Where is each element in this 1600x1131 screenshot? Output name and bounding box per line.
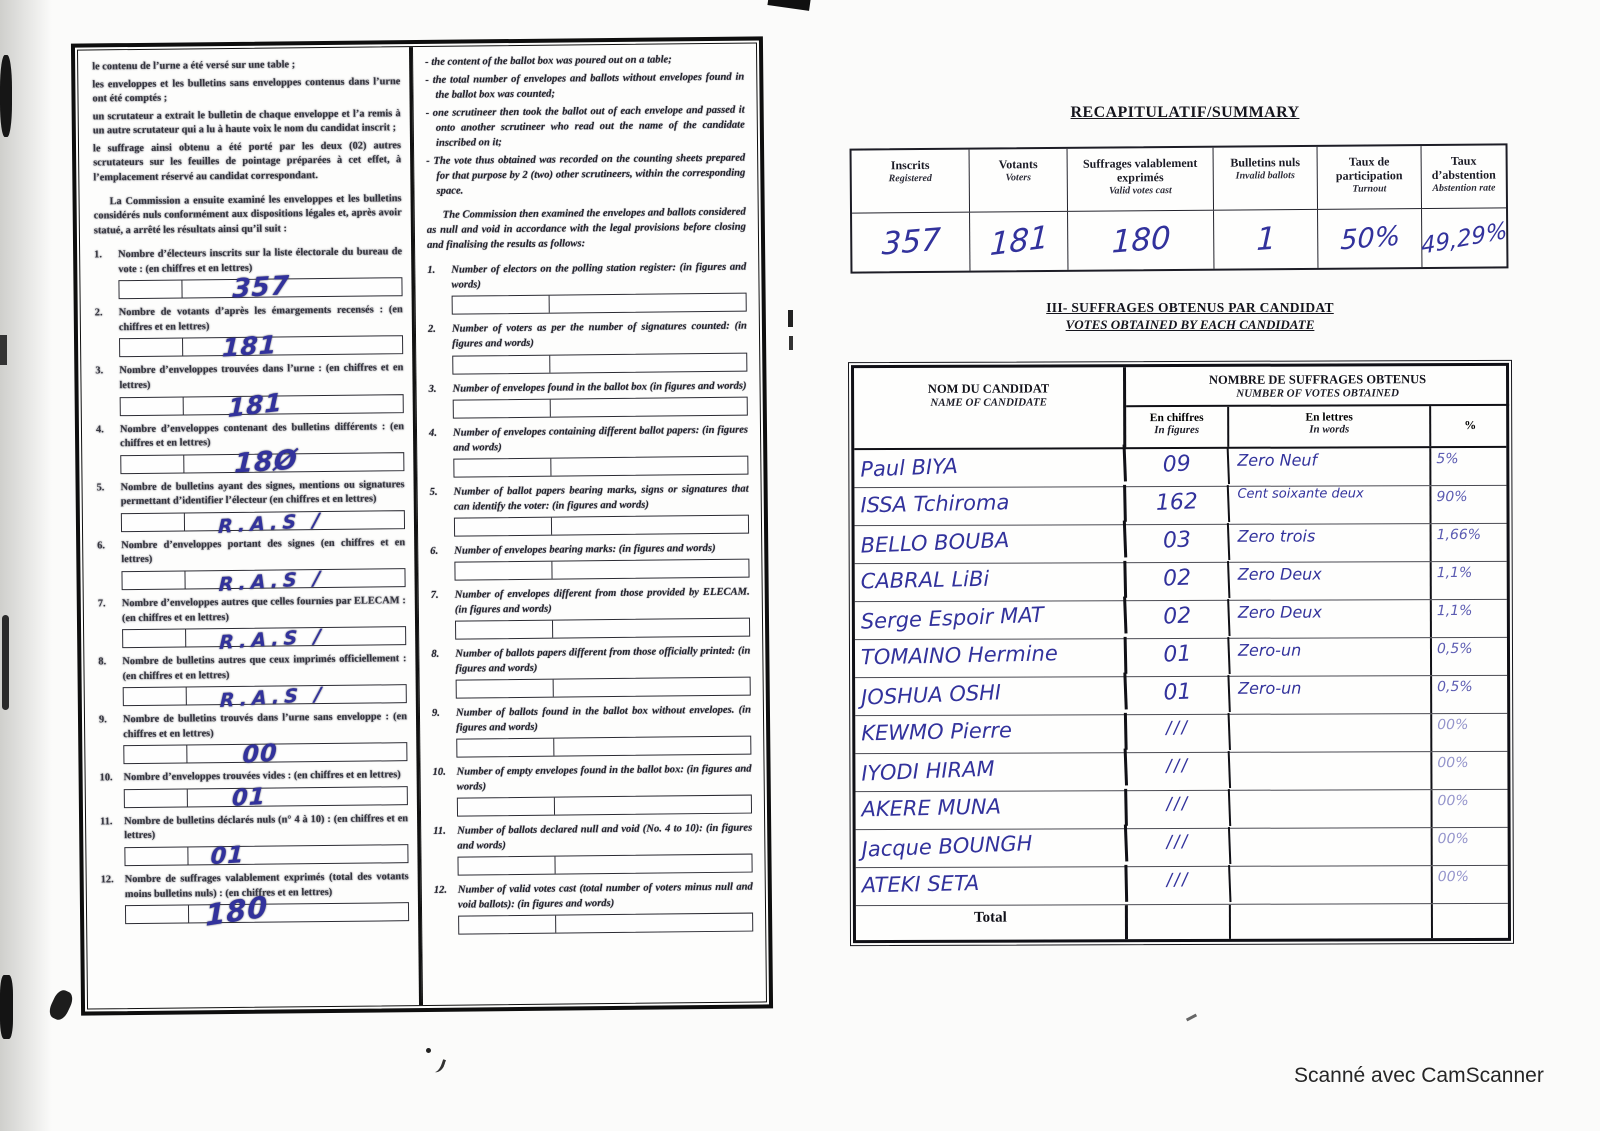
form-item-en xyxy=(427,260,747,315)
answer-box xyxy=(457,794,752,816)
form-item-fr xyxy=(95,420,405,480)
scan-artifact xyxy=(426,1048,431,1053)
answer-box xyxy=(456,676,751,698)
answer-box xyxy=(118,271,402,305)
form-item-en xyxy=(433,820,753,875)
summary-header-en: Valid votes cast xyxy=(1108,184,1172,197)
candidate-votes-figures: 09 xyxy=(1126,447,1230,488)
candidate-row xyxy=(856,828,1508,868)
english-items xyxy=(427,260,753,935)
summary-header-fr: Inscrits xyxy=(890,157,930,173)
item-number: 10. xyxy=(99,772,113,784)
item-label: Nombre d’enveloppes contenant des bulletins différents : (en chiffres et en lettres) xyxy=(119,420,405,450)
header-percent: % xyxy=(1464,417,1477,433)
handwritten-answer: 181 xyxy=(221,330,278,364)
candidate-votes-words xyxy=(1230,790,1432,828)
candidate-votes-percent: 90% xyxy=(1436,488,1468,506)
candidate-row xyxy=(855,562,1507,602)
candidate-votes-figures: /// xyxy=(1127,865,1231,906)
item-number: 11. xyxy=(100,816,113,828)
item-label: Nombre d’enveloppes portant des signes (en chiffres et en lettres) xyxy=(121,536,406,566)
summary-header-fr: Bulletins nuls xyxy=(1230,155,1301,170)
candidate-name: KEWMO Pierre xyxy=(855,713,1128,756)
item-label: Number of empty envelopes found in the ballot box: (in figures and words) xyxy=(456,763,752,793)
header-votes-obtained xyxy=(1126,366,1509,447)
item-number: 3. xyxy=(95,365,104,377)
answer-box xyxy=(120,386,404,423)
item-label: Number of ballots papers different from those officially printed: (in figures and words) xyxy=(455,645,751,675)
form-item-fr xyxy=(98,652,407,713)
total-words-cell xyxy=(1231,904,1433,939)
candidate-votes-words xyxy=(1231,828,1433,866)
french-items xyxy=(94,245,409,933)
item-label: Number of envelopes containing different ballot papers: (in figures and words) xyxy=(452,424,749,454)
summary-value-cell xyxy=(970,212,1068,271)
answer-box xyxy=(120,444,404,480)
form-item-en xyxy=(431,584,751,639)
item-number: 2. xyxy=(427,324,436,336)
item-label: Nombre d’électeurs inscrits sur la liste électorale du bureau de vote : (en chiffres et en lettres) xyxy=(118,246,403,275)
candidate-votes-figures: 01 xyxy=(1126,675,1230,716)
candidate-votes-figures: /// xyxy=(1127,827,1231,868)
item-label: Nombre de bulletins ayant des signes, mentions ou signatures permettant d’identifier l’électeur (en chiffres et en lettres) xyxy=(120,478,405,508)
item-number: 6. xyxy=(430,545,439,557)
answer-box xyxy=(124,841,408,871)
handwritten-answer: R.A.S / xyxy=(218,625,327,655)
item-number: 8. xyxy=(431,648,440,660)
form-item-en xyxy=(430,481,750,536)
item-label: Nombre de votants d’après les émargements recensés : (en chiffres et en lettres) xyxy=(118,304,403,334)
form-item-fr xyxy=(95,362,404,423)
intro-bullet-fr: le contenu de l’urne a été versé sur une table ; xyxy=(92,59,296,73)
item-label: Number of ballots declared null and void (No. 4 to 10): (in figures and words) xyxy=(457,822,753,852)
handwritten-answer: 18Ø xyxy=(233,444,299,480)
candidate-row xyxy=(856,866,1508,906)
candidate-votes-percent: 1,1% xyxy=(1436,564,1473,582)
header-figures: En chiffres In figures xyxy=(1126,407,1229,447)
camscanner-note: Scanné avec CamScanner xyxy=(1294,1064,1544,1087)
candidate-votes-words: Zero-un xyxy=(1230,638,1432,676)
candidate-row xyxy=(855,714,1507,754)
candidate-row xyxy=(855,752,1507,792)
summary-value-cell xyxy=(1214,210,1318,269)
item-number: 6. xyxy=(97,540,106,552)
summary-header-en: Voters xyxy=(1005,171,1032,184)
answer-box xyxy=(458,913,753,935)
candidate-row xyxy=(855,638,1507,678)
summary-header-cell xyxy=(852,150,970,213)
form-item-fr xyxy=(97,536,406,596)
handwritten-answer: R.A.S / xyxy=(217,508,325,538)
item-number: 10. xyxy=(432,766,446,778)
handwritten-answer: 181 xyxy=(227,386,284,423)
item-label: Nombre de suffrages valablement exprimés (total des votants moins bulletins nuls) : (en chiffres et en lettres) xyxy=(124,871,409,900)
answer-box xyxy=(121,508,405,538)
summary-header-cell xyxy=(1068,148,1214,211)
candidate-name: ATEKI SETA xyxy=(855,865,1128,908)
item-number: 3. xyxy=(428,383,437,395)
item-label: Nombre de bulletins déclarés nuls (n° 4 à 10) : (en chiffres et en lettres) xyxy=(124,813,409,842)
candidate-votes-percent: 0,5% xyxy=(1437,678,1473,696)
candidate-name: Serge Espoir MAT xyxy=(854,596,1127,643)
item-number: 7. xyxy=(430,589,439,601)
handwritten-answer: 01 xyxy=(231,783,267,812)
form-inner-frame xyxy=(77,42,767,1009)
handwritten-summary-value: 1 xyxy=(1255,220,1277,259)
candidate-votes-percent: 1,1% xyxy=(1436,602,1473,620)
intro-bullet-fr: un scrutateur a extrait le bulletin de chaque enveloppe et l’a remis à un autre scrutateur qui a lu à haute voix le nom du candidat inscrit ; xyxy=(92,107,401,137)
form-item-fr xyxy=(99,768,408,812)
handwritten-answer: 01 xyxy=(209,841,245,871)
summary-header-en: Invalid ballots xyxy=(1235,169,1295,182)
item-number: 9. xyxy=(98,714,107,726)
form-item-fr xyxy=(97,594,407,655)
summary-header-en: Turnout xyxy=(1352,182,1387,195)
candidate-votes-percent: 00% xyxy=(1437,868,1469,886)
scan-artifact xyxy=(789,336,793,350)
form-item-fr xyxy=(94,304,404,364)
french-intro xyxy=(92,57,401,186)
summary-header-cell xyxy=(1214,147,1318,210)
answer-box xyxy=(452,352,747,374)
form-item-en xyxy=(428,319,748,374)
item-number: 5. xyxy=(96,482,105,494)
summary-header-fr: Taux d’abstention xyxy=(1431,153,1496,182)
total-label: Total xyxy=(856,905,1128,940)
answer-box xyxy=(452,293,747,315)
total-figures-cell xyxy=(1128,905,1231,939)
handwritten-summary-value: 180 xyxy=(1110,219,1171,261)
candidate-rows xyxy=(854,448,1508,906)
candidate-name: Paul BIYA xyxy=(854,444,1127,491)
candidate-row xyxy=(854,448,1506,488)
summary-header-fr: Votants xyxy=(998,157,1038,172)
form-item-en xyxy=(429,422,749,477)
candidate-name: CABRAL LiBi xyxy=(854,561,1127,604)
answer-box xyxy=(454,558,749,580)
summary-value-cell xyxy=(1422,208,1506,267)
answer-box xyxy=(122,625,406,655)
handwritten-answer: R.A.S / xyxy=(218,567,326,596)
form-item-en xyxy=(434,880,754,935)
candidate-votes-words: Zero Neuf xyxy=(1229,448,1431,486)
candidate-votes-words: Zero trois xyxy=(1230,524,1432,562)
scan-artifact xyxy=(1186,1014,1197,1022)
candidate-votes-words xyxy=(1230,752,1432,790)
handwritten-answer: 180 xyxy=(205,889,269,933)
scan-artifact xyxy=(431,1057,446,1075)
answer-box xyxy=(454,514,749,536)
form-item-fr xyxy=(98,710,408,770)
candidate-votes-figures: /// xyxy=(1127,751,1231,792)
header-name-en: NAME OF CANDIDATE xyxy=(930,396,1047,409)
candidate-votes-percent: 00% xyxy=(1437,830,1469,848)
summary-value-cell xyxy=(852,213,970,272)
candidate-votes-figures: 01 xyxy=(1126,637,1230,678)
item-number: 4. xyxy=(95,423,104,435)
item-label: Nombre de bulletins trouvés dans l’urne sans enveloppe : (en chiffres et en lettres) xyxy=(122,711,408,740)
candidates-table-header xyxy=(854,366,1506,450)
commission-paragraph-fr: La Commission a ensuite examiné les enveloppes et les bulletins considérés nuls conformément aux dispositions légales et, après avoir statué, a arrêté les résultats ainsi qu’il suit : xyxy=(93,192,402,237)
candidate-row xyxy=(854,486,1506,526)
item-label: Nombre d’enveloppes autres que celles fournies par ELECAM : (en chiffres et en lettres) xyxy=(121,595,406,624)
answer-box xyxy=(456,735,751,757)
candidates-table xyxy=(851,363,1511,943)
summary-header-cell xyxy=(1318,146,1422,209)
item-number: 12. xyxy=(100,874,114,886)
header-votes-subcolumns xyxy=(1126,406,1509,447)
scan-artifact xyxy=(788,310,793,327)
summary-header-cell xyxy=(1422,145,1506,208)
header-words: En lettres In words xyxy=(1229,406,1431,447)
form-item-en xyxy=(428,378,747,418)
votes-section-heading xyxy=(970,300,1410,333)
item-number: 11. xyxy=(433,825,446,837)
handwritten-summary-value: 49,29% xyxy=(1420,217,1508,260)
candidate-row xyxy=(855,524,1507,564)
candidate-votes-words: Zero-un xyxy=(1230,676,1432,714)
candidate-votes-figures: 02 xyxy=(1126,599,1230,640)
form-item-en xyxy=(431,643,751,698)
candidate-votes-percent: 0,5% xyxy=(1436,640,1473,658)
answer-box xyxy=(453,396,748,418)
summary-header-fr: Suffrages valablement exprimés xyxy=(1082,155,1198,185)
candidate-votes-words: Cent soixante deux xyxy=(1229,486,1431,524)
candidate-votes-figures: /// xyxy=(1127,789,1231,830)
handwritten-summary-value: 50% xyxy=(1339,220,1401,257)
answer-box xyxy=(124,783,408,812)
item-number: 1. xyxy=(427,265,436,277)
candidate-votes-percent: 00% xyxy=(1437,754,1469,772)
handwritten-summary-value: 357 xyxy=(880,221,941,263)
item-label: Nombre de bulletins autres que ceux imprimés officiellement : (en chiffres et en lettres) xyxy=(122,653,407,682)
candidate-row xyxy=(855,790,1507,830)
form-item-fr xyxy=(94,245,403,305)
candidate-votes-words xyxy=(1230,714,1432,752)
votes-title-fr: III- SUFFRAGES OBTENUS PAR CANDIDAT xyxy=(1046,300,1334,315)
header-candidate-name xyxy=(854,367,1126,448)
scan-edge-shade xyxy=(0,0,52,1131)
candidate-votes-percent: 00% xyxy=(1437,716,1469,734)
header-name-fr: NOM DU CANDIDAT xyxy=(927,381,1050,396)
candidate-row xyxy=(855,676,1507,716)
header-votes-group xyxy=(1126,366,1509,407)
candidate-votes-percent: 5% xyxy=(1436,451,1459,468)
item-number: 5. xyxy=(429,486,438,498)
answer-box xyxy=(123,738,407,770)
total-percent-cell xyxy=(1433,904,1511,938)
answer-box xyxy=(119,330,403,364)
candidate-name: IYODI HIRAM xyxy=(855,748,1128,795)
votes-title-en: VOTES OBTAINED BY EACH CANDIDATE xyxy=(1065,317,1315,332)
english-intro xyxy=(425,52,745,200)
summary-table xyxy=(850,143,1509,273)
item-label: Number of electors on the polling station register: (in figures and words) xyxy=(451,261,747,292)
answer-box xyxy=(121,567,405,596)
handwritten-summary-value: 181 xyxy=(988,219,1049,264)
candidate-votes-figures: /// xyxy=(1127,713,1231,754)
form-item-fr xyxy=(100,812,409,871)
header-votes-fr: NOMBRE DE SUFFRAGES OBTENUS xyxy=(1208,372,1427,387)
form-item-en xyxy=(432,702,752,757)
answer-box xyxy=(123,683,407,713)
candidate-row xyxy=(855,600,1507,640)
handwritten-answer: 357 xyxy=(231,271,291,305)
handwritten-answer: 00 xyxy=(242,738,279,770)
french-column xyxy=(78,47,422,1008)
candidate-votes-figures: 162 xyxy=(1126,485,1230,526)
item-number: 9. xyxy=(431,707,440,719)
summary-value-cell xyxy=(1068,211,1214,270)
scan-artifact xyxy=(767,0,810,11)
item-number: 12. xyxy=(433,884,448,896)
intro-bullet-en: - the total number of envelopes and ballots without envelopes found in the ballot box was counted; xyxy=(425,70,744,103)
item-label: Number of valid votes cast (total number of voters minus null and void ballots): (in figures and words) xyxy=(457,881,753,911)
item-number: 2. xyxy=(94,307,103,319)
form-item-fr xyxy=(96,478,406,538)
candidate-name: ISSA Tchiroma xyxy=(854,485,1127,528)
summary-header-en: Registered xyxy=(888,172,932,185)
summary-header-cell xyxy=(970,149,1068,212)
total-row xyxy=(856,904,1508,940)
answer-box xyxy=(455,617,750,639)
summary-header-en: Abstention rate xyxy=(1432,182,1496,194)
summary-values-row xyxy=(852,208,1506,271)
summary-value-cell xyxy=(1318,209,1422,268)
intro-bullet-fr: le suffrage ainsi obtenu a été porté par les deux (02) autres scrutateurs sur les feuilles de pointage préparées à cet effet, à l’emplacement réservé au candidat correspondant. xyxy=(92,140,402,184)
item-label: Number of ballot papers bearing marks, signs or signatures that can identify the voter: (in figures and words) xyxy=(453,483,749,513)
candidate-votes-percent: 00% xyxy=(1437,792,1469,810)
candidate-name: BELLO BOUBA xyxy=(854,520,1127,567)
item-label: Number of voters as per the number of signatures counted: (in figures and words) xyxy=(451,321,747,351)
answer-box xyxy=(125,889,409,933)
candidate-votes-words: Zero Deux xyxy=(1230,600,1432,638)
candidate-name: AKERE MUNA xyxy=(855,789,1128,832)
intro-bullet-en: - The vote thus obtained was recorded on the counting sheets prepared for that purpose by 2 (two) other scrutineers, within the corresponding space. xyxy=(426,151,745,199)
candidate-name: TOMAINO Hermine xyxy=(855,637,1128,680)
form-item-en xyxy=(433,761,753,816)
english-column xyxy=(412,43,766,1005)
candidate-name: Jacque BOUNGH xyxy=(855,824,1128,871)
summary-header-row xyxy=(852,145,1506,213)
item-label: Number of ballots found in the ballot box without envelopes. (in figures and words) xyxy=(455,704,752,734)
intro-bullet-fr: les enveloppes et les bulletins sans enveloppes contenus dans l’urne ont été comptés ; xyxy=(92,75,401,105)
handwritten-answer: R.A.S / xyxy=(219,683,327,713)
candidate-votes-figures: 02 xyxy=(1126,561,1230,602)
item-label: Nombre d’enveloppes trouvées dans l’urne : (en chiffres et en lettres) xyxy=(119,362,404,392)
answer-box xyxy=(453,455,748,477)
candidate-votes-figures: 03 xyxy=(1126,523,1230,564)
header-votes-en: NUMBER OF VOTES OBTAINED xyxy=(1236,387,1399,400)
item-label: Number of envelopes bearing marks: (in figures and words) xyxy=(454,542,716,557)
item-label: Nombre d’enveloppes trouvées vides : (en chiffres et en lettres) xyxy=(123,769,401,784)
item-number: 4. xyxy=(428,427,438,439)
item-number: 8. xyxy=(98,656,107,668)
commission-paragraph-en: The Commission then examined the envelopes and ballots considered as null and void in accordance with the legal provisions before closing and finalising the results as follows: xyxy=(426,206,746,252)
item-number: 7. xyxy=(97,598,106,610)
left-page-form xyxy=(71,36,773,1015)
answer-box xyxy=(457,854,752,876)
candidate-votes-words: Zero Deux xyxy=(1230,562,1432,600)
item-label: Number of envelopes different from those provided by ELECAM. (in figures and words) xyxy=(454,586,750,616)
candidate-votes-words xyxy=(1231,866,1433,904)
item-number: 1. xyxy=(94,249,102,261)
candidate-name: JOSHUA OSHI xyxy=(855,672,1128,719)
candidate-votes-percent: 1,66% xyxy=(1436,526,1482,544)
item-label: Number of envelopes found in the ballot box (in figures and words) xyxy=(452,380,747,395)
form-item-fr xyxy=(100,870,410,933)
summary-title: RECAPITULATIF/SUMMARY xyxy=(1070,104,1300,121)
intro-bullet-en: - the content of the ballot box was poured out on a table; xyxy=(425,52,744,70)
intro-bullet-en: - one scrutineer then took the ballot out of each envelope and passed it onto another scrutineer who read out the name of the candidate inscribed on it; xyxy=(426,103,745,151)
form-item-en xyxy=(430,540,749,580)
summary-header-fr: Taux de participation xyxy=(1335,154,1403,183)
